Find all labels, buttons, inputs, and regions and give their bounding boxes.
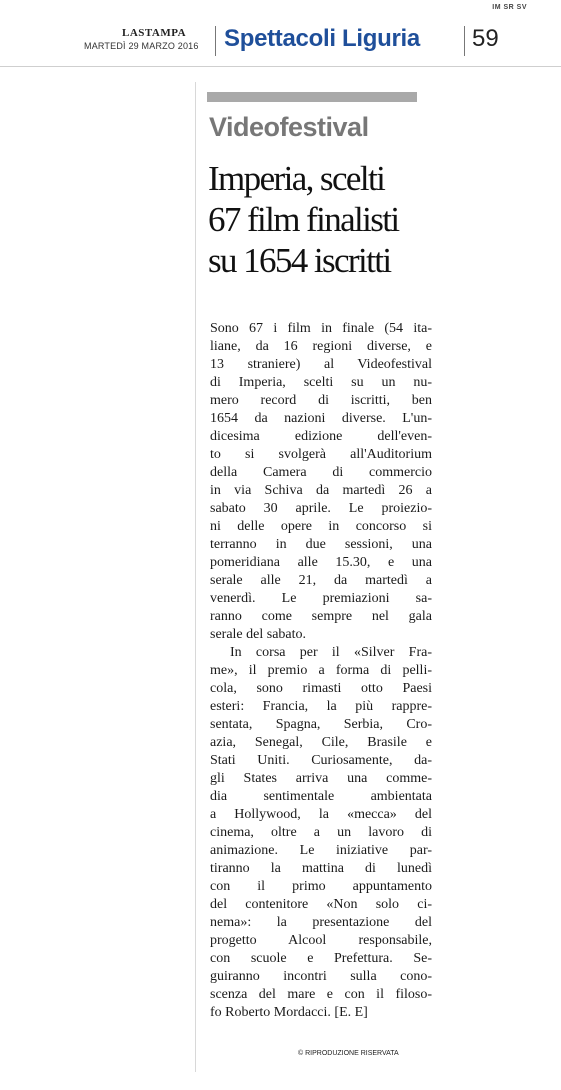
- body-line: terranno in due sessioni, una: [210, 537, 432, 552]
- header-divider: [215, 26, 216, 56]
- body-line: guiranno incontri sulla cono-: [210, 969, 432, 984]
- body-line: 1654 da nazioni diverse. L'un-: [210, 411, 432, 426]
- column-rule: [195, 82, 196, 1072]
- body-line: Sono 67 i film in finale (54 ita-: [210, 321, 432, 336]
- body-line: esteri: Francia, la più rappre-: [210, 699, 432, 714]
- body-line: Stati Uniti. Curiosamente, da-: [210, 753, 432, 768]
- body-line: con il primo appuntamento: [210, 879, 432, 894]
- body-line: azia, Senegal, Cile, Brasile e: [210, 735, 432, 750]
- body-line: con scuole e Prefettura. Se-: [210, 951, 432, 966]
- body-line: mero record di iscritti, ben: [210, 393, 432, 408]
- body-line: liane, da 16 regioni diverse, e: [210, 339, 432, 354]
- page-number: 59: [472, 25, 499, 52]
- headline-line: Imperia, scelti: [208, 159, 385, 198]
- body-line: progetto Alcool responsabile,: [210, 933, 432, 948]
- body-line: sabato 30 aprile. Le proiezio-: [210, 501, 432, 516]
- page-header: [0, 22, 561, 62]
- body-line: a Hollywood, la «mecca» del: [210, 807, 432, 822]
- kicker-bar: [207, 92, 417, 102]
- section-title: Spettacoli Liguria: [224, 25, 420, 52]
- body-line: dicesima edizione dell'even-: [210, 429, 432, 444]
- body-line: dia sentimentale ambientata: [210, 789, 432, 804]
- body-line: animazione. Le iniziative par-: [210, 843, 432, 858]
- body-line: gli States arriva una comme-: [210, 771, 432, 786]
- body-line: serale alle 21, da martedì a: [210, 573, 432, 588]
- body-line: venerdì. Le premiazioni sa-: [210, 591, 432, 606]
- body-line: del contenitore «Non solo ci-: [210, 897, 432, 912]
- body-line: 13 straniere) al Videofestival: [210, 357, 432, 372]
- top-code: IM SR SV: [492, 4, 527, 11]
- publication-date: MARTEDÌ 29 MARZO 2016: [84, 41, 199, 51]
- article-headline: [208, 158, 438, 281]
- article-kicker: Videofestival: [209, 112, 369, 142]
- body-line: tiranno la mattina di lunedì: [210, 861, 432, 876]
- body-line: In corsa per il «Silver Fra-: [230, 645, 432, 660]
- body-line: pomeridiana alle 15.30, e una: [210, 555, 432, 570]
- headline-line: 67 film finalisti: [208, 200, 399, 239]
- body-line: sentata, Spagna, Serbia, Cro-: [210, 717, 432, 732]
- headline-line: su 1654 iscritti: [208, 241, 391, 280]
- body-line: nema»: la presentazione del: [210, 915, 432, 930]
- body-line: della Camera di commercio: [210, 465, 432, 480]
- body-line: me», il premio a forma di pelli-: [210, 663, 432, 678]
- header-rule: [0, 66, 561, 67]
- copyright-notice: © RIPRODUZIONE RISERVATA: [298, 1050, 399, 1057]
- body-line: cinema, oltre a un lavoro di: [210, 825, 432, 840]
- body-line: scenza del mare e con il filoso-: [210, 987, 432, 1002]
- body-line: to si svolgerà all'Auditorium: [210, 447, 432, 462]
- body-line: in via Schiva da martedì 26 a: [210, 483, 432, 498]
- article-body: [210, 320, 432, 1022]
- body-line: fo Roberto Mordacci. [E. E]: [210, 1005, 368, 1020]
- header-divider: [464, 26, 465, 56]
- body-line: cola, sono rimasti otto Paesi: [210, 681, 432, 696]
- body-line: ranno come sempre nel gala: [210, 609, 432, 624]
- newspaper-logo: LASTAMPA: [122, 27, 187, 39]
- body-line: ni delle opere in concorso si: [210, 519, 432, 534]
- body-line: di Imperia, scelti su un nu-: [210, 375, 432, 390]
- body-line: serale del sabato.: [210, 627, 307, 642]
